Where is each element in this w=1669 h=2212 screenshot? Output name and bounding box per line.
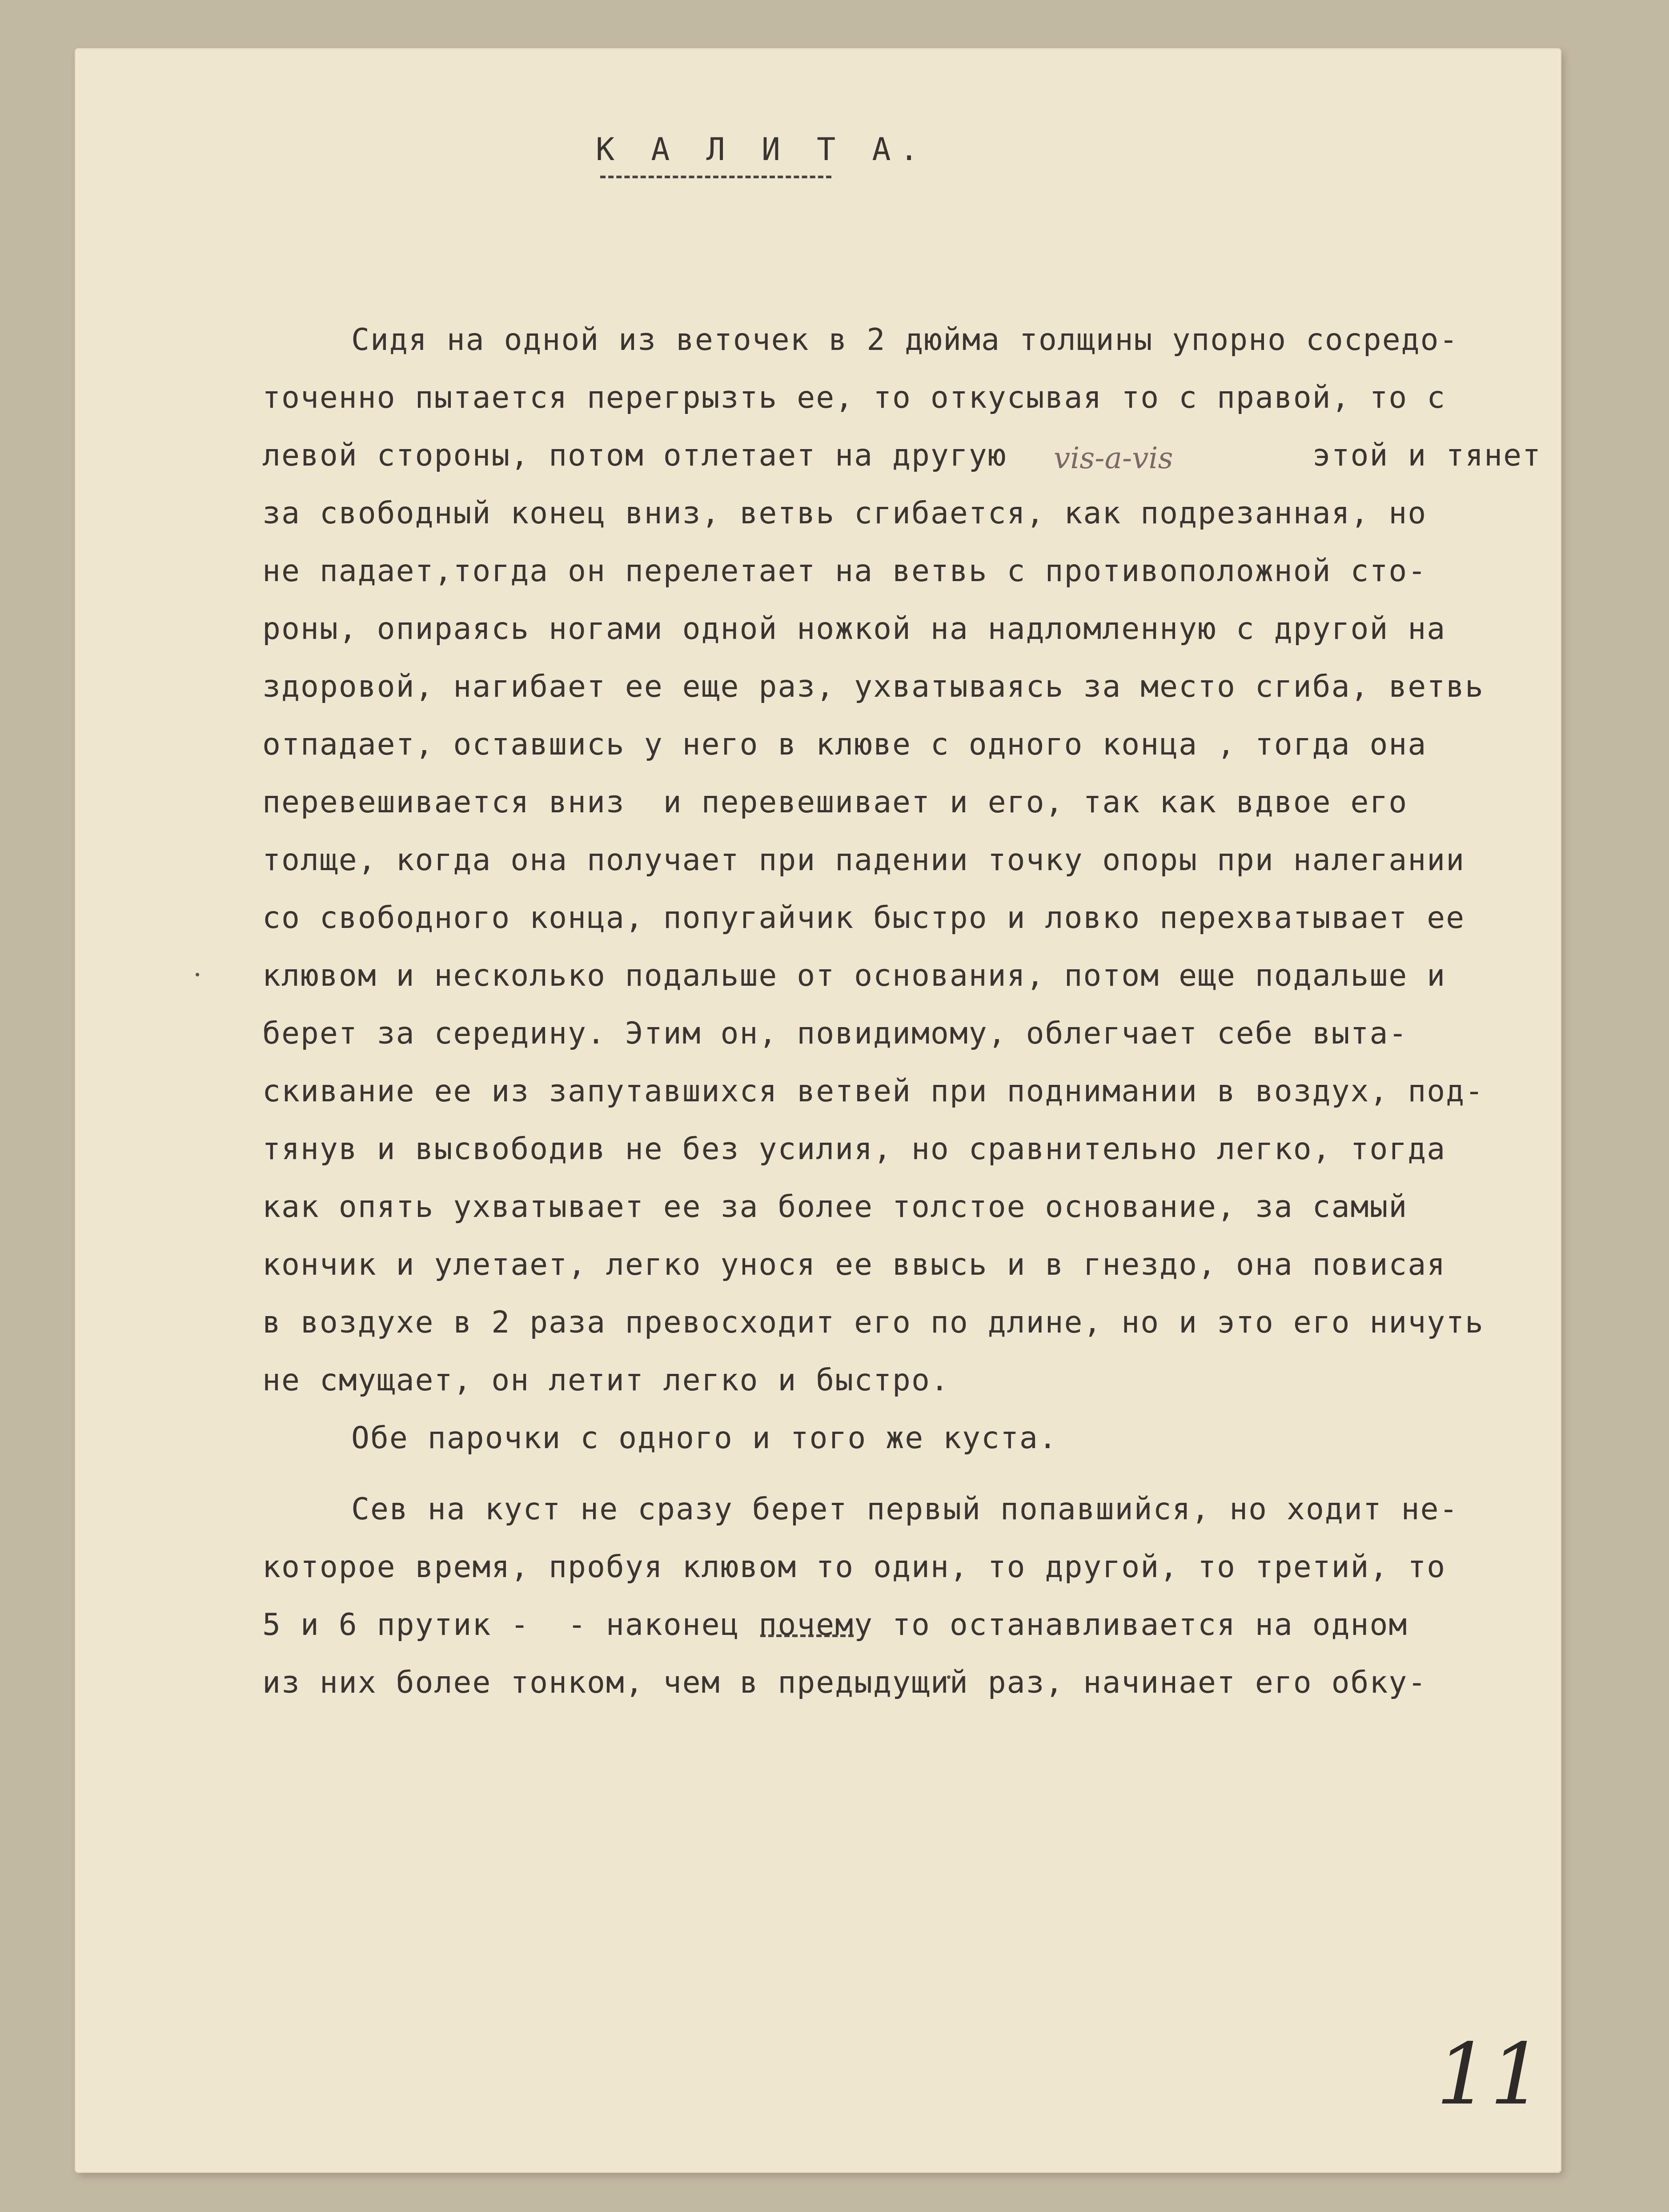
text-line: Сев на куст не сразу берет первый попавшийся, но ходит не- [351, 1492, 1459, 1527]
text-line: которое время, пробуя клювом то один, то другой, то третий, то [262, 1550, 1446, 1585]
text-line: в воздухе в 2 раза превосходит его по длине, но и это его ничуть [262, 1305, 1484, 1340]
text-line: роны, опираясь ногами одной ножкой на надломленную с другой на [262, 611, 1446, 646]
text-line: берет за середину. Этим он, повидимому, облегчает себе выта- [262, 1016, 1408, 1051]
title-underline [600, 176, 831, 178]
text-line: точенно пытается перегрызть ее, то откусывая то с правой, то с [262, 380, 1446, 415]
text-line-start: левой стороны, потом отлетает на другую [262, 438, 1007, 473]
text-line: Обе парочки с одного и того же куста. [351, 1421, 1058, 1456]
text-line: клювом и несколько подальше от основания, потом еще подальше и [262, 958, 1446, 993]
text-line: перевешивается вниз и перевешивает и его, так как вдвое его [262, 785, 1408, 820]
text-line-tail: этой и тянет [1312, 438, 1541, 473]
paragraph-2 [262, 1481, 1561, 1712]
text-line: не падает,тогда он перелетает на ветвь с противоположной сто- [262, 554, 1427, 589]
paragraph-1 [262, 311, 1561, 1467]
handwritten-insert: vis-a-vis [1054, 441, 1173, 475]
text-line: скивание ее из запутавшихся ветвей при поднимании в воздух, под- [262, 1074, 1484, 1109]
text-line: 5 и 6 прутик - - наконец почему то останавливается на одном [262, 1607, 1408, 1642]
text-line [262, 427, 1561, 485]
text-line: как опять ухватывает ее за более толстое основание, за самый [262, 1189, 1408, 1224]
text-line: Сидя на одной из веточек в 2 дюйма толщины упорно сосредо- [351, 322, 1459, 357]
text-line: толще, когда она получает при падении точку опоры при налегании [262, 843, 1465, 878]
page-number: 11 [1436, 2025, 1544, 2124]
document-title: К А Л И Т А. [596, 131, 927, 168]
text-line: здоровой, нагибает ее еще раз, ухватываясь за место сгиба, ветвь [262, 669, 1484, 704]
text-line: из них более тонком, чем в предыдущий раз, начинает его обку- [262, 1665, 1427, 1700]
text-line: тянув и высвободив не без усилия, но сравнительно легко, тогда [262, 1132, 1446, 1167]
text-line: не смущает, он летит легко и быстро. [262, 1363, 950, 1398]
text-line: кончик и улетает, легко унося ее ввысь и в гнездо, она повисая [262, 1247, 1446, 1282]
text-line: отпадает, оставшись у него в клюве с одного конца , тогда она [262, 727, 1427, 762]
text-line: со свободного конца, попугайчик быстро и ловко перехватывает ее [262, 900, 1465, 935]
text-line: за свободный конец вниз, ветвь сгибается, как подрезанная, но [262, 496, 1427, 531]
ink-dot [196, 973, 199, 976]
